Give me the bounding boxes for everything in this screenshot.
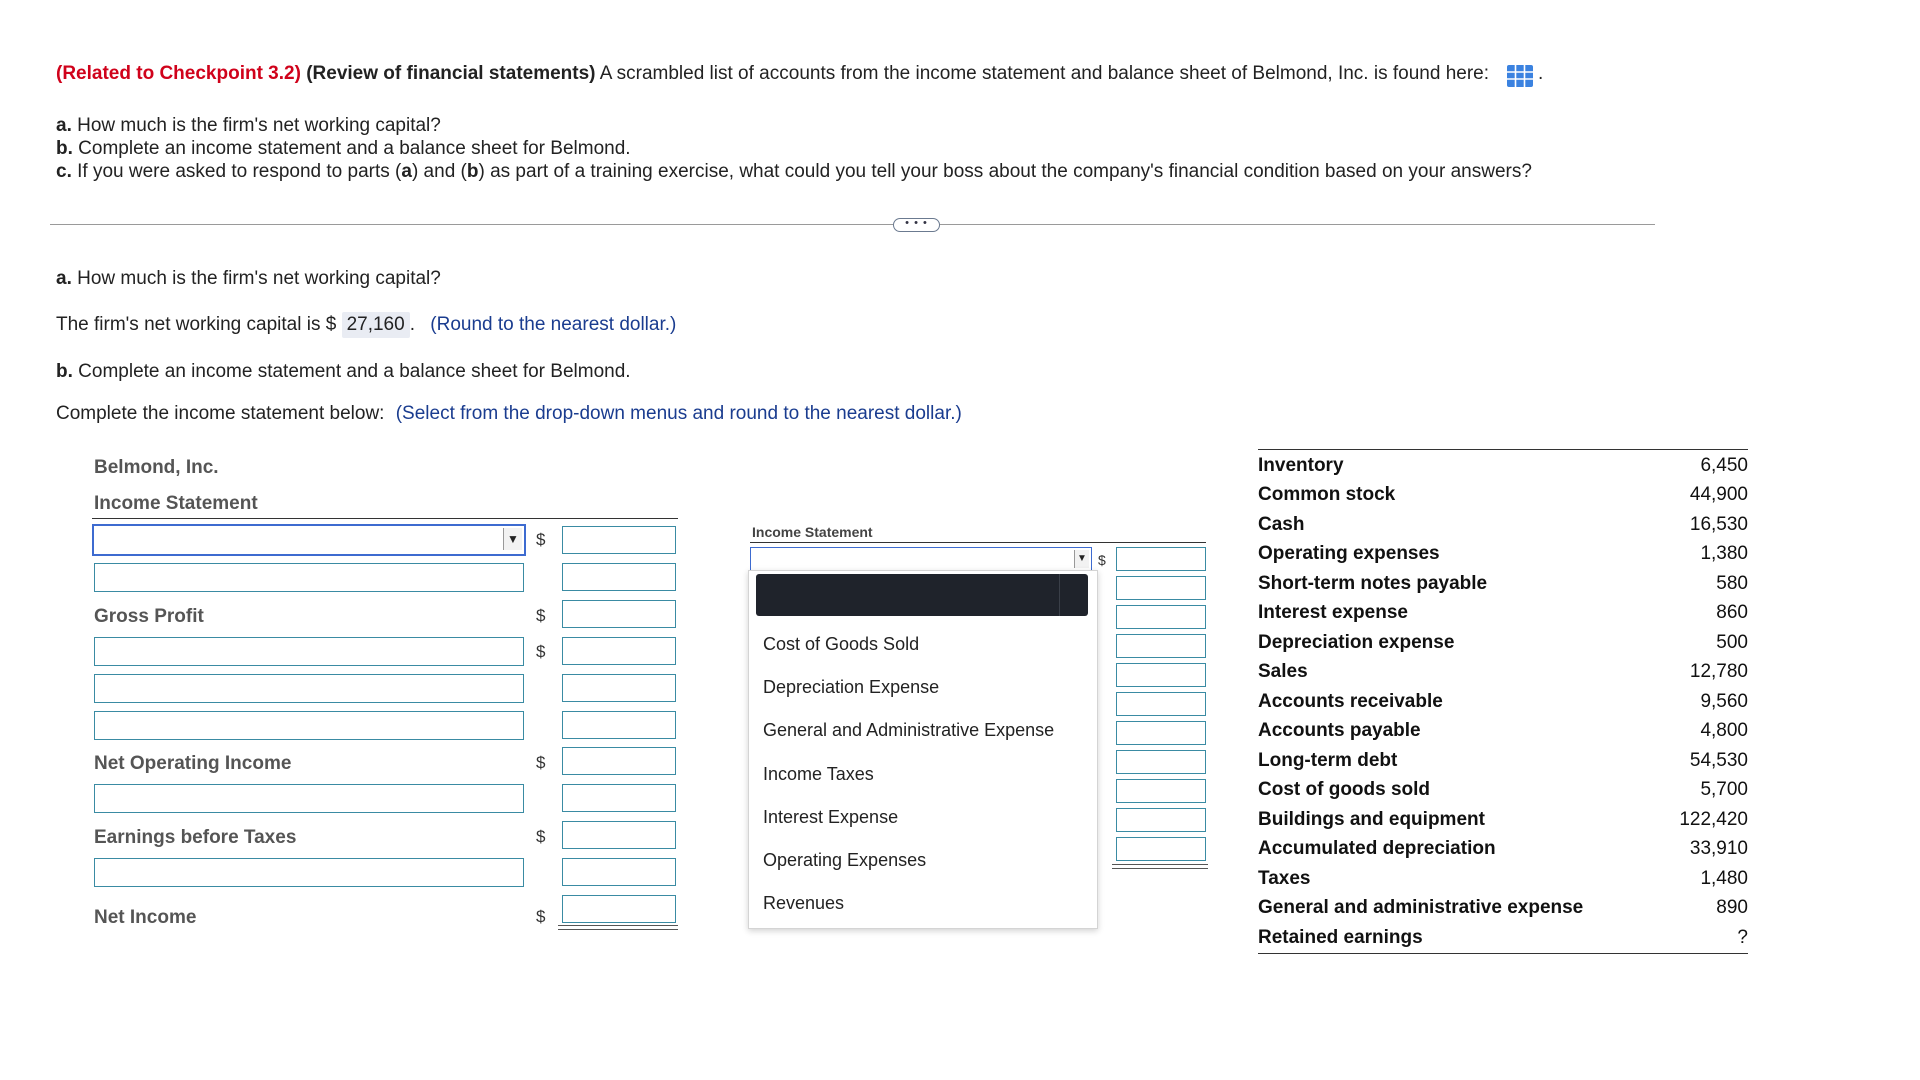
account-value: ? xyxy=(1737,927,1748,948)
account-row xyxy=(1258,455,1748,477)
dropdown-option[interactable]: Cost of Goods Sold xyxy=(763,634,920,654)
account-select-3[interactable] xyxy=(94,637,524,666)
part-a-answer xyxy=(56,312,676,338)
currency-symbol: $ xyxy=(1098,552,1106,568)
period: . xyxy=(1538,63,1544,84)
account-row xyxy=(1258,779,1748,801)
overlay-amount-7[interactable] xyxy=(1116,721,1206,745)
gross-profit-input[interactable] xyxy=(562,600,676,628)
account-select-7[interactable] xyxy=(94,858,524,887)
account-row xyxy=(1258,868,1748,890)
account-value: 1,380 xyxy=(1700,543,1748,564)
part-b-heading xyxy=(56,361,631,383)
part-letter: b. xyxy=(56,361,73,382)
part-ref-b: b xyxy=(466,161,479,182)
question-intro: A scrambled list of accounts from the income statement and balance sheet of Belmond, Inc. is found here: xyxy=(599,63,1489,84)
dropdown-option[interactable]: Operating Expenses xyxy=(763,850,927,870)
divider xyxy=(50,224,1655,225)
part-text: ) and ( xyxy=(411,161,467,182)
dropdown-hint: (Select from the drop-down menus and round to the nearest dollar.) xyxy=(395,403,962,424)
overlay-amount-8[interactable] xyxy=(1116,750,1206,774)
account-name: Inventory xyxy=(1258,455,1344,476)
dropdown-option[interactable]: General and Administrative Expense xyxy=(763,720,1055,740)
account-name: Sales xyxy=(1258,661,1308,682)
part-text: How much is the firm's net working capital? xyxy=(77,268,441,289)
account-name: Common stock xyxy=(1258,484,1396,505)
company-name: Belmond, Inc. xyxy=(94,457,219,478)
dropdown-scrollbar[interactable] xyxy=(1059,574,1088,616)
account-row xyxy=(1258,602,1748,624)
account-name: Cost of goods sold xyxy=(1258,779,1431,800)
overlay-amount-1[interactable] xyxy=(1116,547,1206,571)
gross-profit-label: Gross Profit xyxy=(94,606,204,627)
part-text: If you were asked to respond to parts ( xyxy=(77,161,402,182)
double-underline xyxy=(558,925,678,930)
account-name: Accounts receivable xyxy=(1258,691,1443,712)
account-name: Retained earnings xyxy=(1258,927,1423,948)
account-value: 16,530 xyxy=(1689,514,1748,535)
net-working-capital-answer[interactable]: 27,160 xyxy=(342,312,410,338)
part-text: Complete an income statement and a balance sheet for Belmond. xyxy=(78,361,631,382)
ebt-input[interactable] xyxy=(562,821,676,849)
account-row xyxy=(1258,927,1748,949)
account-row xyxy=(1258,484,1748,506)
account-name: Accounts payable xyxy=(1258,720,1421,741)
dropdown-option[interactable]: Interest Expense xyxy=(763,807,899,827)
account-value: 4,800 xyxy=(1700,720,1748,741)
question-header xyxy=(56,63,1489,85)
statement-title: Income Statement xyxy=(94,493,258,514)
account-name: Operating expenses xyxy=(1258,543,1440,564)
double-underline xyxy=(1112,864,1208,869)
net-operating-income-label: Net Operating Income xyxy=(94,753,292,774)
part-letter: a. xyxy=(56,268,72,289)
net-income-label: Net Income xyxy=(94,907,197,928)
account-row xyxy=(1258,514,1748,536)
dropdown-option[interactable]: Income Taxes xyxy=(763,764,874,784)
answer-prefix: The firm's net working capital is $ xyxy=(56,314,337,335)
overlay-amount-4[interactable] xyxy=(1116,634,1206,658)
account-select-5[interactable] xyxy=(94,711,524,740)
account-value: 9,560 xyxy=(1700,691,1748,712)
overlay-amount-9[interactable] xyxy=(1116,779,1206,803)
checkpoint-ref: (Related to Checkpoint 3.2) xyxy=(56,63,301,84)
account-value: 33,910 xyxy=(1689,838,1748,859)
statement-top-rule xyxy=(92,518,678,519)
revenue-account-select[interactable] xyxy=(92,524,526,556)
account-name: Depreciation expense xyxy=(1258,632,1455,653)
account-name: Buildings and equipment xyxy=(1258,809,1485,830)
currency-symbol: $ xyxy=(536,642,546,661)
account-value: 54,530 xyxy=(1689,750,1748,771)
account-name: Short-term notes payable xyxy=(1258,573,1488,594)
net-income-input[interactable] xyxy=(562,895,676,923)
currency-symbol: $ xyxy=(536,530,546,549)
account-value: 12,780 xyxy=(1689,661,1748,682)
currency-symbol: $ xyxy=(536,907,546,926)
account-select-6[interactable] xyxy=(94,784,524,813)
overlay-amount-5[interactable] xyxy=(1116,663,1206,687)
part-c-question xyxy=(56,161,1532,183)
overlay-amount-10[interactable] xyxy=(1116,808,1206,832)
account-row xyxy=(1258,632,1748,654)
amount-input-4[interactable] xyxy=(562,674,676,702)
account-value: 890 xyxy=(1716,897,1748,918)
account-select-4[interactable] xyxy=(94,674,524,703)
account-value: 5,700 xyxy=(1700,779,1748,800)
account-row xyxy=(1258,720,1748,742)
dropdown-option[interactable]: Depreciation Expense xyxy=(763,677,940,697)
amount-input-2[interactable] xyxy=(562,563,676,591)
expand-button[interactable]: • • • xyxy=(893,218,940,232)
dropdown-arrow-icon[interactable]: ▼ xyxy=(503,528,522,550)
account-value: 500 xyxy=(1716,632,1748,653)
account-value: 860 xyxy=(1716,602,1748,623)
part-letter: a. xyxy=(56,115,72,136)
currency-symbol: $ xyxy=(536,606,546,625)
account-row xyxy=(1258,838,1748,860)
part-text: How much is the firm's net working capital? xyxy=(77,115,441,136)
currency-symbol: $ xyxy=(536,753,546,772)
amount-input-5[interactable] xyxy=(562,711,676,739)
currency-symbol: $ xyxy=(536,827,546,846)
ebt-label: Earnings before Taxes xyxy=(94,827,297,848)
data-table-icon[interactable] xyxy=(1506,64,1534,88)
account-value: 122,420 xyxy=(1679,809,1748,830)
part-text: Complete an income statement and a balance sheet for Belmond. xyxy=(78,138,631,159)
dropdown-highlighted-blank[interactable] xyxy=(756,574,1088,616)
account-row xyxy=(1258,573,1748,595)
accounts-bottom-rule xyxy=(1258,953,1748,954)
part-b-instruction xyxy=(56,403,962,425)
part-a-question xyxy=(56,115,441,137)
account-value: 6,450 xyxy=(1700,455,1748,476)
account-name: General and administrative expense xyxy=(1258,897,1584,918)
dropdown-option[interactable]: Revenues xyxy=(763,893,845,913)
amount-input-6[interactable] xyxy=(562,784,676,812)
account-row xyxy=(1258,750,1748,772)
account-name: Taxes xyxy=(1258,868,1311,889)
account-name: Cash xyxy=(1258,514,1305,535)
accounts-top-rule xyxy=(1258,449,1748,450)
amount-input-7[interactable] xyxy=(562,858,676,886)
account-row xyxy=(1258,691,1748,713)
overlay-top-rule xyxy=(750,542,1206,543)
account-dropdown-menu[interactable] xyxy=(748,570,1098,929)
account-value: 44,900 xyxy=(1689,484,1748,505)
overlay-amount-6[interactable] xyxy=(1116,692,1206,716)
account-name: Accumulated depreciation xyxy=(1258,838,1496,859)
rounding-hint: (Round to the nearest dollar.) xyxy=(430,314,677,335)
part-text: ) as part of a training exercise, what could you tell your boss about the company's financial condition based on your answers? xyxy=(478,161,1532,182)
overlay-amount-11[interactable] xyxy=(1116,837,1206,861)
account-select-2[interactable] xyxy=(94,563,524,592)
part-letter: c. xyxy=(56,161,72,182)
account-value: 1,480 xyxy=(1700,868,1748,889)
overlay-amount-2[interactable] xyxy=(1116,576,1206,600)
account-row xyxy=(1258,897,1748,919)
part-ref-a: a xyxy=(401,161,412,182)
part-letter: b. xyxy=(56,138,73,159)
account-name: Interest expense xyxy=(1258,602,1408,623)
net-operating-income-input[interactable] xyxy=(562,747,676,775)
dropdown-arrow-icon[interactable]: ▼ xyxy=(1074,550,1089,568)
account-name: Long-term debt xyxy=(1258,750,1398,771)
amount-input-3[interactable] xyxy=(562,637,676,665)
part-a-heading xyxy=(56,268,441,290)
overlay-statement-title: Income Statement xyxy=(752,524,873,540)
account-row xyxy=(1258,543,1748,565)
account-value: 580 xyxy=(1716,573,1748,594)
revenue-amount-input[interactable] xyxy=(562,526,676,554)
part-b-question xyxy=(56,138,631,160)
account-row xyxy=(1258,661,1748,683)
instruction-text: Complete the income statement below: xyxy=(56,403,385,424)
question-topic: (Review of financial statements) xyxy=(306,63,596,84)
answer-period: . xyxy=(409,314,415,335)
account-row xyxy=(1258,809,1748,831)
overlay-amount-3[interactable] xyxy=(1116,605,1206,629)
